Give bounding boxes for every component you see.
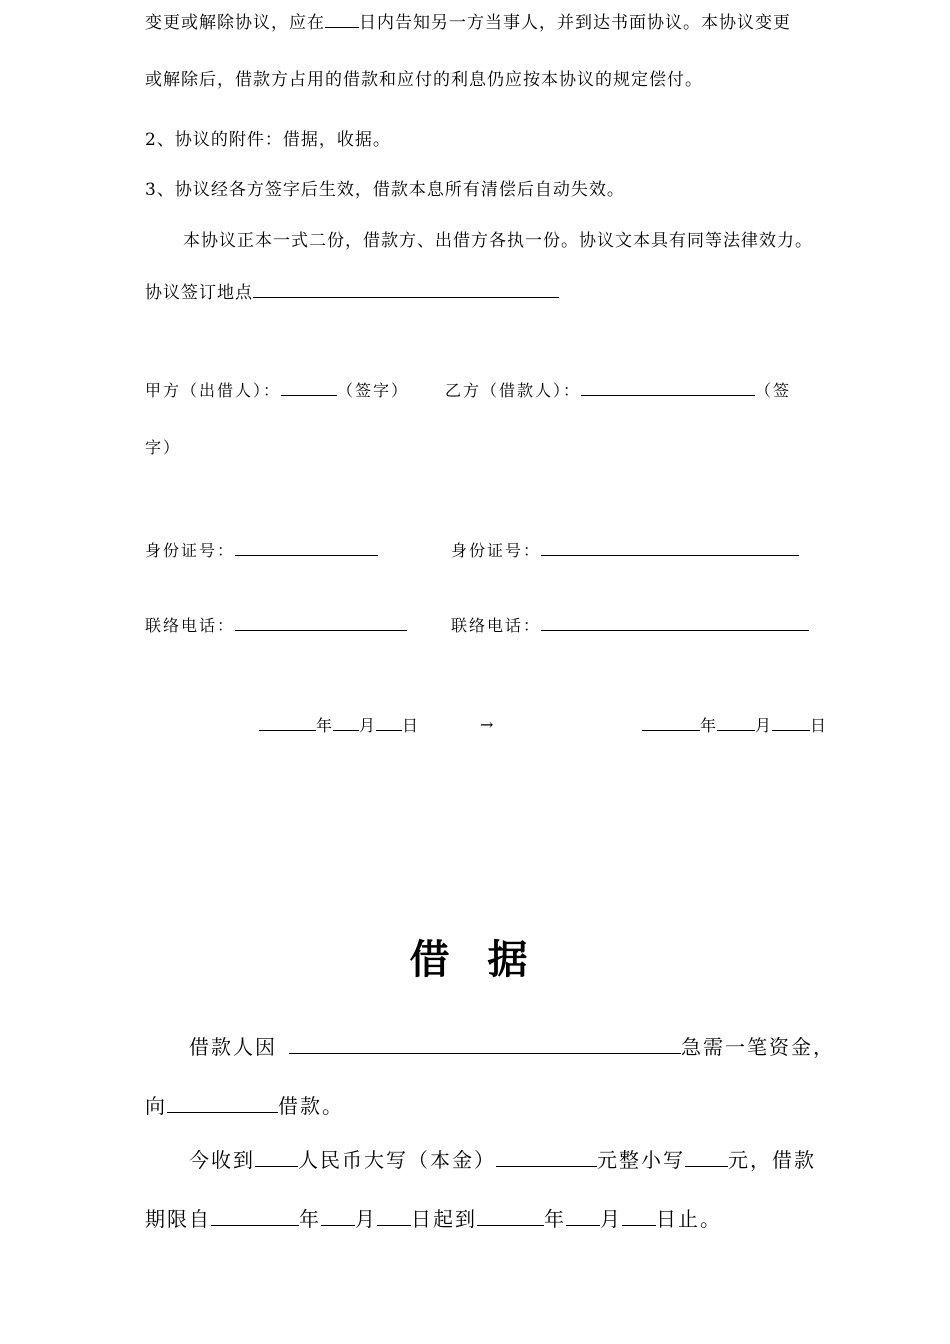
day-label: 日 xyxy=(810,716,828,735)
agreement-text: 变更或解除协议，应在 xyxy=(145,13,325,33)
id-row-b xyxy=(451,538,799,563)
receipt-text: 元整小写 xyxy=(597,1148,685,1172)
receipt-text: 今收到 xyxy=(189,1148,255,1172)
month-label: 月 xyxy=(359,716,377,735)
party-b-label: 乙方（借款人）： xyxy=(445,381,582,400)
end-year-field[interactable] xyxy=(477,1208,544,1226)
receipt-text: 月 xyxy=(600,1207,622,1231)
receipt-text: 日止。 xyxy=(656,1207,722,1231)
agreement-line-1 xyxy=(145,10,791,35)
year-field-a[interactable] xyxy=(259,713,316,731)
party-signature-row xyxy=(145,378,791,403)
start-year-field[interactable] xyxy=(211,1208,299,1226)
days-blank[interactable] xyxy=(325,10,359,28)
signing-place xyxy=(145,280,559,305)
receipt-text: 年 xyxy=(299,1207,321,1231)
id-field-a[interactable] xyxy=(235,538,378,556)
signing-place-label: 协议签订地点 xyxy=(145,283,253,303)
phone-label-a: 联络电话： xyxy=(145,616,236,635)
receipt-line-2 xyxy=(145,1092,344,1120)
agreement-item-2: 2、协议的附件：借据，收据。 xyxy=(145,130,391,150)
receipt-line-1 xyxy=(189,1033,835,1061)
party-b-sign-note: （签 xyxy=(755,381,792,400)
date-b xyxy=(642,713,827,738)
year-label: 年 xyxy=(316,716,334,735)
receipt-text: 元，借款 xyxy=(728,1148,816,1172)
receipt-text: 急需一笔资金， xyxy=(681,1035,835,1059)
receipt-text: 月 xyxy=(355,1207,377,1231)
arrow-glyph: → xyxy=(480,715,495,734)
receipt-title: 借据 xyxy=(409,936,566,983)
receipt-line-3 xyxy=(189,1146,816,1174)
receipt-text: 向 xyxy=(145,1094,167,1118)
party-b-signature-field[interactable] xyxy=(581,378,755,396)
end-day-field[interactable] xyxy=(622,1208,656,1226)
end-month-field[interactable] xyxy=(566,1208,600,1226)
month-field-b[interactable] xyxy=(717,713,755,731)
phone-row-b xyxy=(451,613,809,638)
id-row-a xyxy=(145,538,378,563)
day-field-b[interactable] xyxy=(772,713,810,731)
received-field[interactable] xyxy=(255,1149,298,1167)
id-field-b[interactable] xyxy=(541,538,799,556)
receipt-text: 借款。 xyxy=(278,1094,344,1118)
agreement-text: 日内告知另一方当事人，并到达书面协议。本协议变更 xyxy=(359,13,791,33)
start-day-field[interactable] xyxy=(377,1208,411,1226)
party-b-sign-note-cont: 字） xyxy=(145,438,182,457)
signing-place-field[interactable] xyxy=(253,280,559,298)
id-label-b: 身份证号： xyxy=(451,541,542,560)
day-label: 日 xyxy=(402,716,420,735)
agreement-line-2: 或解除后，借款方占用的借款和应付的利息仍应按本协议的规定偿付。 xyxy=(145,70,703,90)
receipt-text: 期限自 xyxy=(145,1207,211,1231)
date-a xyxy=(259,713,419,738)
start-month-field[interactable] xyxy=(321,1208,355,1226)
agreement-item-3: 3、协议经各方签字后生效，借款本息所有清偿后自动失效。 xyxy=(145,180,625,200)
phone-field-a[interactable] xyxy=(235,613,407,631)
receipt-text: 日起到 xyxy=(411,1207,477,1231)
party-a-signature-field[interactable] xyxy=(281,378,337,396)
year-label: 年 xyxy=(700,716,718,735)
phone-label-b: 联络电话： xyxy=(451,616,542,635)
receipt-text: 人民币大写（本金） xyxy=(298,1148,496,1172)
amount-uppercase-field[interactable] xyxy=(496,1149,597,1167)
lender-field[interactable] xyxy=(167,1095,278,1113)
month-label: 月 xyxy=(755,716,773,735)
receipt-line-4 xyxy=(145,1205,722,1233)
party-a-label: 甲方（出借人）： xyxy=(145,381,282,400)
agreement-copies: 本协议正本一式二份，借款方、出借方各执一份。协议文本具有同等法律效力。 xyxy=(183,231,813,251)
phone-field-b[interactable] xyxy=(541,613,809,631)
phone-row-a xyxy=(145,613,407,638)
id-label-a: 身份证号： xyxy=(145,541,236,560)
amount-number-field[interactable] xyxy=(685,1149,728,1167)
receipt-text: 年 xyxy=(544,1207,566,1231)
receipt-text: 借款人因 xyxy=(189,1035,277,1059)
year-field-b[interactable] xyxy=(642,713,700,731)
party-a-sign-note: （签字） xyxy=(337,381,410,400)
month-field-a[interactable] xyxy=(333,713,359,731)
day-field-a[interactable] xyxy=(376,713,402,731)
reason-field[interactable] xyxy=(289,1036,681,1054)
